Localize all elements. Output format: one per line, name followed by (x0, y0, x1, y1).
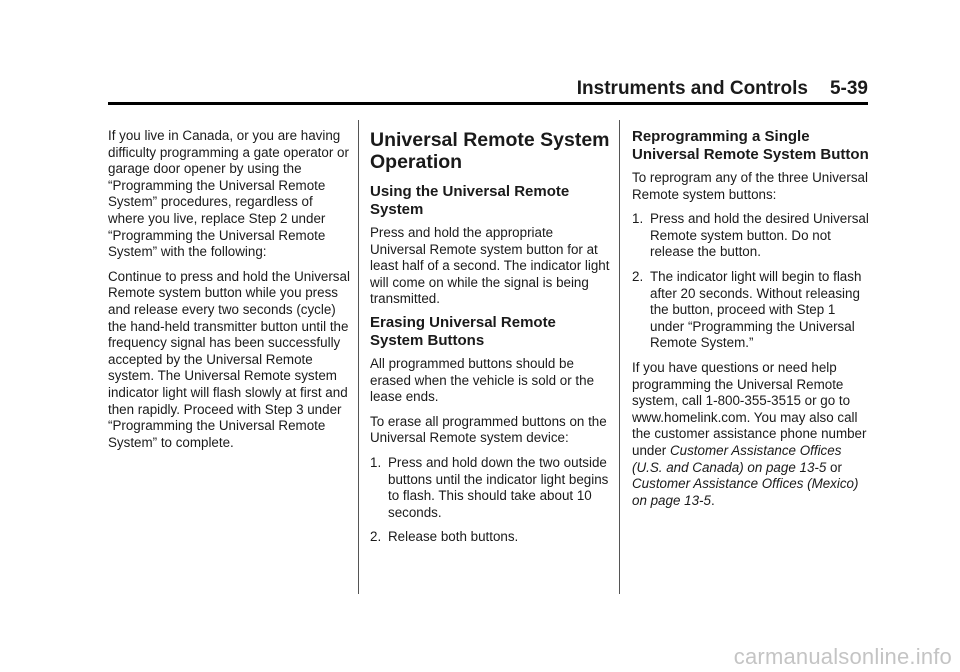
end-period: . (710, 492, 715, 508)
continue-paragraph: Continue to press and hold the Universal Remote system button while you press and release every two seconds (cycle) the hand-held transmitter button until the frequency signal has been successfully accepted by the Universal Remote system. The Universal Remote system indicator light will flash slowly at first and then rapidly. Proceed with Step 3 under “Programming the Universal Remote System” to complete. (108, 268, 350, 450)
reference-link-mexico[interactable]: Customer Assistance Offices (Mexico) on page 13-5 (632, 476, 859, 508)
erasing-heading: Erasing Universal Remote System Buttons (370, 313, 556, 349)
canada-paragraph: If you live in Canada, or you are having difficulty programming a gate operator or garage door opener by using the “Programming the Universal Remote System” procedures, regardless of where you live, replace Step 2 under “Programming the Universal Remote System” with the following: (108, 128, 349, 260)
section-title: Universal Remote System Operation (370, 129, 610, 173)
column-middle (370, 128, 610, 554)
or-text: or (830, 459, 842, 475)
page-number: 5-39 (829, 78, 868, 99)
list-item (632, 269, 872, 352)
step-number: 1. (370, 454, 382, 470)
step-number: 2. (632, 268, 644, 284)
step-number: 2. (370, 529, 382, 545)
help-paragraph (632, 360, 872, 509)
step-number: 1. (632, 211, 644, 227)
help-text: If you have questions or need help programming the Universal Remote system, call 1-800-355-3515 or go to www.homelink.com. You may also call the customer assistance phone number under (632, 359, 867, 458)
column-divider (619, 120, 620, 594)
list-item (370, 529, 610, 546)
list-item (632, 211, 872, 261)
column-left (108, 128, 352, 459)
reprogram-heading: Reprogramming a Single Universal Remote System Button (632, 128, 869, 163)
using-heading: Using the Universal Remote System (370, 183, 570, 218)
header-text (577, 78, 868, 100)
chapter-title: Instruments and Controls (576, 78, 808, 99)
step-text: The indicator light will begin to flash after 20 seconds. Without releasing the button, proceed with Step 1 under “Programming the Universal Remote System.” (650, 268, 862, 351)
erasing-paragraph: All programmed buttons should be erased when the vehicle is sold or the lease ends. (370, 355, 595, 405)
step-text: Release both buttons. (388, 529, 519, 545)
column-right (632, 128, 872, 517)
header-rule (108, 102, 868, 105)
watermark: carmanualsonline.info (733, 644, 952, 669)
list-item (370, 455, 610, 521)
step-text: Press and hold the desired Universal Remote system button. Do not release the button. (650, 211, 869, 260)
column-divider (358, 120, 359, 594)
erasing-instructions: To erase all programmed buttons on the Universal Remote system device: (370, 413, 607, 446)
using-paragraph: Press and hold the appropriate Universal Remote system button for at least half of a second. The indicator light will come on while the signal is being transmitted. (370, 225, 610, 307)
page-header (108, 78, 868, 104)
reprogram-intro: To reprogram any of the three Universal Remote system buttons: (632, 170, 868, 202)
step-text: Press and hold down the two outside buttons until the indicator light begins to flash. This should take about 10 seconds. (388, 454, 609, 520)
reference-link-us-canada[interactable]: Customer Assistance Offices (U.S. and Canada) on page 13-5 (632, 442, 842, 475)
